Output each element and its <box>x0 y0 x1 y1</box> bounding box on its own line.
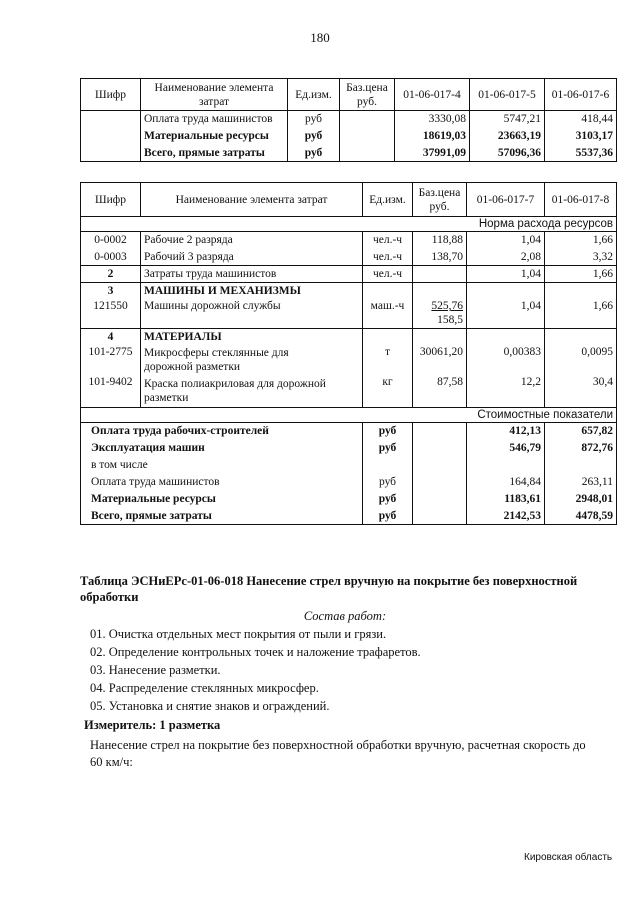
row-code: 101-9402 <box>81 375 141 408</box>
work-item: 01. Очистка отдельных мест покрытия от пыли и грязи. <box>90 627 387 641</box>
row-price: 118,88 <box>413 232 467 249</box>
table-caption-line2: обработки <box>80 590 139 604</box>
header-price <box>340 79 395 111</box>
section-code: 4 <box>81 329 141 345</box>
table-row <box>81 111 617 128</box>
row-unit: т <box>363 345 413 375</box>
total-unit: руб <box>363 491 413 508</box>
header-col3: 01-06-017-6 <box>545 79 617 111</box>
page-number: 180 <box>310 30 330 45</box>
table-caption-line1: Таблица ЭСНиЕРс-01-06-018 Нанесение стрел вручную на покрытие без поверхностной <box>80 574 578 588</box>
row-code: 121550 <box>81 299 141 329</box>
row-value: 18619,03 <box>395 128 470 145</box>
section-row <box>81 283 617 299</box>
table-row <box>81 345 617 375</box>
row-value: 12,2 <box>467 375 545 408</box>
work-item: 02. Определение контрольных точек и наложение трафаретов. <box>90 645 421 659</box>
description-line1: Нанесение стрел на покрытие без поверхностной обработки вручную, расчетная скорость до <box>90 738 586 752</box>
total-name: Оплата труда рабочих-строителей <box>81 423 363 440</box>
row-name: Машины дорожной службы <box>141 299 363 329</box>
region-footer: Кировская область <box>524 852 613 863</box>
row-name: Затраты труда машинистов <box>141 266 363 283</box>
row-value: 3,32 <box>545 249 617 266</box>
row-code: 2 <box>81 266 141 283</box>
row-unit: кг <box>363 375 413 408</box>
row-value: 1,66 <box>545 232 617 249</box>
work-item: 04. Распределение стеклянных микросфер. <box>90 681 319 695</box>
header-price-line2: руб. <box>357 95 377 108</box>
header-col2: 01-06-017-8 <box>545 183 617 217</box>
table-header-row <box>81 79 617 111</box>
total-value: 2948,01 <box>545 491 617 508</box>
table-header-row <box>81 183 617 217</box>
total-value: 546,79 <box>467 440 545 457</box>
section-row <box>81 329 617 345</box>
total-value: 164,84 <box>467 474 545 491</box>
norm-label: Норма расхода ресурсов <box>81 217 617 232</box>
header-unit: Ед.изм. <box>288 79 340 111</box>
row-name <box>141 375 363 408</box>
header-col1: 01-06-017-7 <box>467 183 545 217</box>
cost-table-2 <box>80 182 617 525</box>
row-name: Материальные ресурсы <box>141 128 288 145</box>
cost-table-1 <box>80 78 617 162</box>
header-name-line1: Наименование элемента <box>154 81 274 94</box>
row-value: 23663,19 <box>470 128 545 145</box>
row-name-line2: дорожной разметки <box>144 360 241 373</box>
row-value: 30,4 <box>545 375 617 408</box>
row-name: Рабочий 3 разряда <box>141 249 363 266</box>
row-name <box>141 345 363 375</box>
header-price-line1: Баз.цена <box>346 81 388 94</box>
header-name: Наименование элемента затрат <box>141 183 363 217</box>
total-value <box>545 457 617 474</box>
row-unit: чел.-ч <box>363 266 413 283</box>
row-value: 0,0095 <box>545 345 617 375</box>
norm-label-row <box>81 217 617 232</box>
total-name: Материальные ресурсы <box>81 491 363 508</box>
total-row <box>81 457 617 474</box>
cost-label: Стоимостные показатели <box>81 408 617 423</box>
row-value: 2,08 <box>467 249 545 266</box>
work-item: 05. Установка и снятие знаков и ограждений. <box>90 699 330 713</box>
row-unit: руб <box>288 111 340 128</box>
total-name: Всего, прямые затраты <box>81 508 363 525</box>
total-name: в том числе <box>81 457 363 474</box>
header-price-line1: Баз.цена <box>418 186 461 199</box>
total-value: 2142,53 <box>467 508 545 525</box>
row-value: 418,44 <box>545 111 617 128</box>
row-name-line2: разметки <box>144 391 189 404</box>
total-unit: руб <box>363 474 413 491</box>
measure-unit: Измеритель: 1 разметка <box>84 718 221 732</box>
row-price: 138,70 <box>413 249 467 266</box>
section-title: МАШИНЫ И МЕХАНИЗМЫ <box>141 283 363 299</box>
row-price: 87,58 <box>413 375 467 408</box>
row-name: Всего, прямые затраты <box>141 145 288 162</box>
row-price: 30061,20 <box>413 345 467 375</box>
table-row <box>81 266 617 283</box>
total-value: 1183,61 <box>467 491 545 508</box>
work-composition-title: Состав работ: <box>303 609 387 623</box>
description-line2: 60 км/ч: <box>90 755 133 769</box>
row-value: 37991,09 <box>395 145 470 162</box>
total-name: Эксплуатация машин <box>81 440 363 457</box>
total-value: 4478,59 <box>545 508 617 525</box>
row-name-line1: Микросферы стеклянные для <box>144 346 289 359</box>
row-unit: чел.-ч <box>363 249 413 266</box>
row-unit: маш.-ч <box>363 299 413 329</box>
row-name-line1: Краска полиакриловая для дорожной <box>144 377 326 390</box>
total-value: 412,13 <box>467 423 545 440</box>
table-row <box>81 299 617 329</box>
header-col2: 01-06-017-5 <box>470 79 545 111</box>
row-price-line2: 158,5 <box>437 314 463 327</box>
cost-label-row <box>81 408 617 423</box>
description-note <box>90 737 615 771</box>
row-value: 3103,17 <box>545 128 617 145</box>
row-code: 101-2775 <box>81 345 141 375</box>
table-row <box>81 145 617 162</box>
table-row <box>81 249 617 266</box>
row-value: 5747,21 <box>470 111 545 128</box>
row-unit: руб <box>288 128 340 145</box>
header-code: Шифр <box>81 79 141 111</box>
table-row <box>81 128 617 145</box>
total-row <box>81 474 617 491</box>
header-code: Шифр <box>81 183 141 217</box>
total-value: 657,82 <box>545 423 617 440</box>
total-row <box>81 508 617 525</box>
total-row <box>81 491 617 508</box>
header-name-line2: затрат <box>198 95 230 108</box>
table-row <box>81 232 617 249</box>
work-item: 03. Нанесение разметки. <box>90 663 221 677</box>
total-row <box>81 423 617 440</box>
header-price <box>413 183 467 217</box>
header-col1: 01-06-017-4 <box>395 79 470 111</box>
total-row <box>81 440 617 457</box>
row-value: 57096,36 <box>470 145 545 162</box>
table-caption <box>80 573 620 605</box>
row-price <box>413 299 467 329</box>
header-name <box>141 79 288 111</box>
row-unit: руб <box>288 145 340 162</box>
total-unit: руб <box>363 508 413 525</box>
total-unit: руб <box>363 423 413 440</box>
row-value: 3330,08 <box>395 111 470 128</box>
total-value <box>467 457 545 474</box>
total-unit <box>363 457 413 474</box>
total-value: 263,11 <box>545 474 617 491</box>
table-row <box>81 375 617 408</box>
row-value: 1,66 <box>545 299 617 329</box>
row-code: 0-0003 <box>81 249 141 266</box>
row-code: 0-0002 <box>81 232 141 249</box>
row-name: Рабочие 2 разряда <box>141 232 363 249</box>
row-value: 1,04 <box>467 266 545 283</box>
row-name: Оплата труда машинистов <box>141 111 288 128</box>
header-price-line2: руб. <box>429 200 450 213</box>
section-code: 3 <box>81 283 141 299</box>
row-value: 0,00383 <box>467 345 545 375</box>
row-value: 1,04 <box>467 299 545 329</box>
total-name: Оплата труда машинистов <box>81 474 363 491</box>
section-title: МАТЕРИАЛЫ <box>141 329 363 345</box>
row-unit: чел.-ч <box>363 232 413 249</box>
row-price-line1: 525,76 <box>431 300 463 313</box>
row-value: 1,66 <box>545 266 617 283</box>
row-value: 1,04 <box>467 232 545 249</box>
total-unit: руб <box>363 440 413 457</box>
header-unit: Ед.изм. <box>363 183 413 217</box>
row-value: 5537,36 <box>545 145 617 162</box>
total-value: 872,76 <box>545 440 617 457</box>
